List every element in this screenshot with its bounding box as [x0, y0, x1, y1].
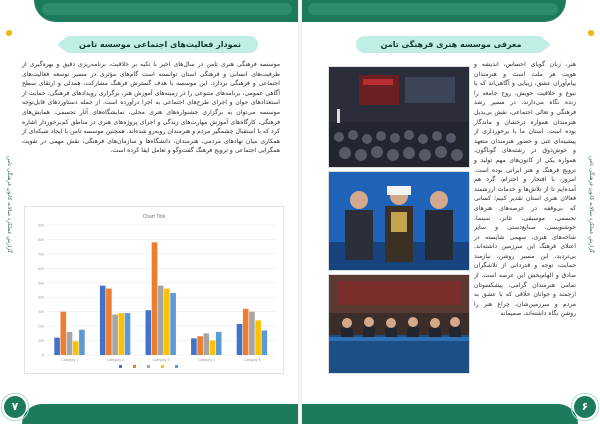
x-tick-label: Category 2	[106, 358, 124, 362]
y-tick-label: 200	[38, 324, 44, 329]
bar	[203, 333, 209, 355]
bar	[60, 312, 66, 355]
y-tick-label: 500	[38, 281, 44, 286]
right-page	[300, 0, 600, 424]
legend-swatch	[147, 365, 150, 368]
photo-auditorium	[328, 66, 470, 168]
y-tick-label: 600	[38, 266, 44, 271]
page-gutter	[298, 0, 302, 424]
y-tick-label: 100	[38, 339, 44, 344]
bar	[237, 324, 243, 355]
y-tick-label: 700	[38, 252, 44, 257]
bottom-band	[300, 404, 578, 424]
bar	[262, 330, 268, 355]
bar	[106, 289, 112, 355]
bar	[255, 320, 261, 355]
side-strip	[584, 24, 598, 384]
bar	[158, 286, 164, 355]
bar	[73, 341, 79, 355]
chart-title: Chart Title	[142, 214, 166, 220]
legend-swatch	[161, 365, 164, 368]
bar	[170, 293, 176, 355]
bar	[79, 330, 85, 355]
running-header: گزارش عملکرد سالانه کانون فرهنگی تامن	[588, 155, 594, 253]
y-tick-label: 900	[38, 223, 44, 228]
running-header: گزارش عملکرد سالانه کانون فرهنگی تامن	[6, 155, 12, 253]
section-heading: معرفی موسسه هنری فرهنگی تامن	[356, 36, 546, 53]
bar	[112, 315, 118, 355]
legend-swatch	[133, 365, 136, 368]
y-tick-label: 0	[42, 353, 44, 358]
page-number: ۶	[574, 396, 596, 418]
bar	[191, 338, 197, 355]
bar	[216, 332, 222, 355]
legend-swatch	[119, 365, 122, 368]
bar	[125, 313, 131, 355]
bar	[197, 336, 203, 355]
y-tick-label: 800	[38, 237, 44, 242]
top-band	[300, 0, 566, 22]
photo-award-ceremony	[328, 171, 470, 271]
y-tick-label: 400	[38, 295, 44, 300]
top-band	[34, 0, 300, 22]
x-tick-label: Category 5	[243, 358, 261, 362]
bar	[152, 242, 158, 355]
bar-chart	[24, 206, 284, 374]
legend-swatch	[175, 365, 178, 368]
x-tick-label: Category 4	[198, 358, 216, 362]
chart-canvas	[25, 207, 283, 373]
bar	[119, 313, 125, 355]
side-strip	[2, 24, 16, 384]
y-tick-label: 300	[38, 310, 44, 315]
photo-panel-discussion	[328, 274, 470, 374]
bar	[145, 310, 151, 355]
bar	[243, 309, 249, 355]
bar	[100, 286, 106, 355]
bottom-band	[22, 404, 300, 424]
bar	[164, 289, 170, 355]
bar	[210, 341, 216, 355]
section-heading: نمودار فعالیت‌های اجتماعی موسسه تامن	[62, 36, 258, 53]
bar	[54, 338, 60, 355]
body-text: هنر، زبان گویای احساس، اندیشه و هویت هر ملت است و هنرمندان پیام‌آوران عشق، زیبایی و آگاهی‌اند که با نبوغ و خلاقیت خویش، روح جامعه را زنده نگاه می‌دارند. در مسیر رشد فرهنگی و تعالی اجتماعی، نقش بی‌بدیل هنرمندان همواره درخشان و ماندگار بوده است. استان ما با برخورداری از پیشینه‌ای غنی و حضور هنرمندان متعهد و خوش‌ذوق در رشته‌های گوناگون، همواره یکی از کانون‌های مهم تولید و ترویج فرهنگ و هنر ایرانی بوده است. امروز، با افتخار و احترام، گرد هم آمده‌ایم تا از تلاش‌ها و خدمات ارزشمند فعالان هنری استان تقدیر کنیم؛ کسانی که بی‌وقفه در عرصه‌های هنرهای تجسمی، موسیقی، تئاتر، سینما، خوشنویسی، صنایع‌دستی و سایر شاخه‌های هنری، سهمی شایسته در اعتلای فرهنگ این سرزمین داشته‌اند. بی‌تردید، این مسیر روشن، نیازمند حمایت، توجه و قدردانی از تلاشگران صادق و الهام‌بخش این عرصه است. از تمامی هنرمندان گرامی، پیشکسوتان ارجمند و جوانان خلاقی که با عشق به مردم و سرزمین‌شان، چراغ هنر را روشن نگاه داشته‌اند، صمیمانه	[474, 61, 576, 318]
x-tick-label: Category 1	[61, 358, 79, 362]
x-tick-label: Category 3	[152, 358, 170, 362]
bar	[249, 312, 255, 355]
body-text: موسسه فرهنگی هنری تامن در سال‌های اخیر با تکیه بر خلاقیت، برنامه‌ریزی دقیق و بهره‌گیری از ظرفیت‌های انسانی و فرهنگی استان توانسته است گام‌های مؤثری در مسیر توسعه فعالیت‌های اجتماعی و فرهنگی بردارد. این موسسه با هدف گسترش فرهنگ مشارکت، همدلی و ارتقای سطح آگاهی عمومی، برنامه‌های متنوعی را در زمینه‌های آموزش هنر، برگزاری رویدادهای فرهنگی، حمایت از استعدادهای جوان و اجرای طرح‌های اجتماعی به اجرا درآورده است. از جمله دستاوردهای قابل‌توجه موسسه می‌توان به برگزاری جشنواره‌های هنری محلی، نمایشگاه‌های آثار تجسمی، همایش‌های فرهنگی، کارگاه‌های آموزش مهارت‌های زندگی و اجرای پروژه‌های هنری در مناطق کم‌برخوردار اشاره کرد که با استقبال چشمگیر مردم و هنرمندان روبه‌رو شده‌اند. همچنین موسسه تامن با ایجاد شبکه‌ای از همکاری میان نهادهای مردمی، هنرمندان، دانشگاه‌ها و سازمان‌های فرهنگی، نقش مهمی در تقویت همگرایی اجتماعی و ترویج فرهنگ گفت‌وگو و تعامل ایفا کرده است.	[22, 61, 280, 155]
bar	[67, 332, 73, 355]
page-number: ۷	[4, 396, 26, 418]
